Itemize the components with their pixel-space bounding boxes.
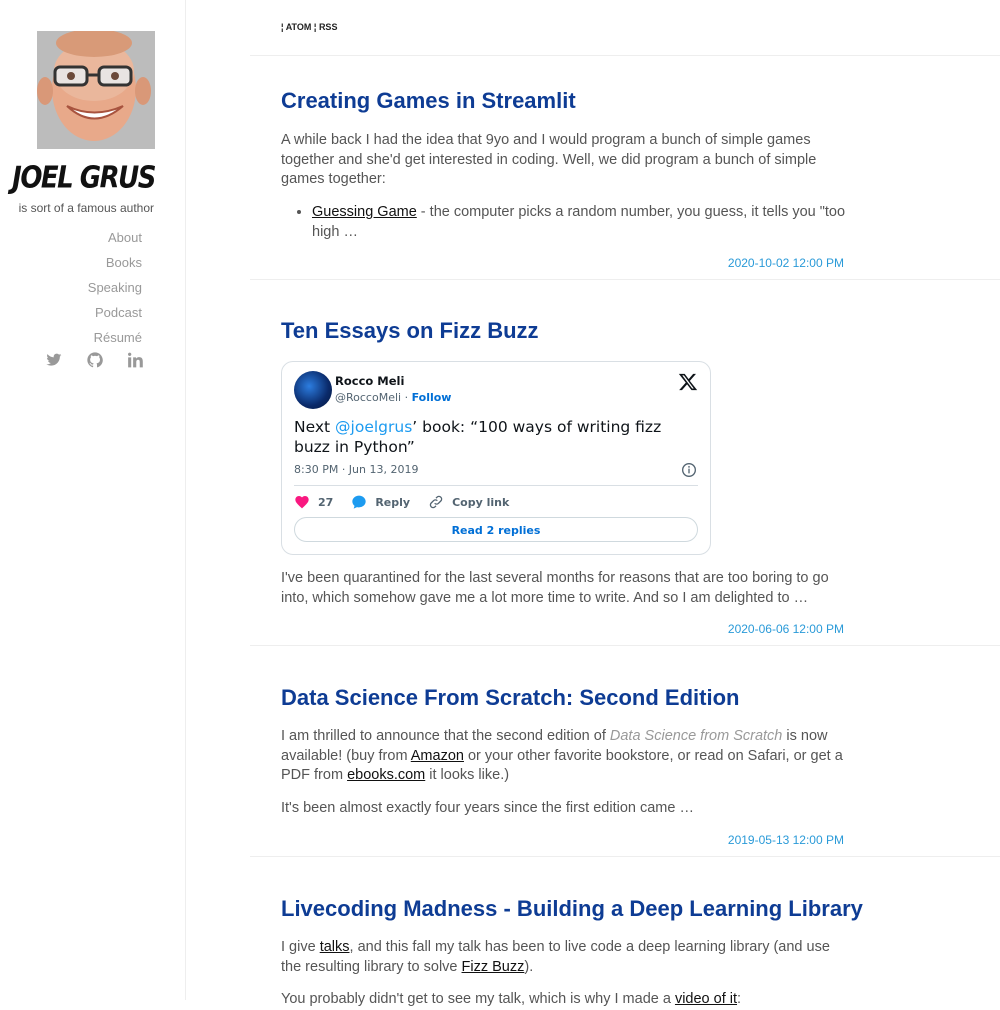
excerpt-text: or your other favorite bookstore, or read on Safari, or get a PDF from xyxy=(281,747,843,783)
divider xyxy=(250,55,1000,56)
excerpt-text: ). xyxy=(524,958,534,975)
guessing-game-link[interactable]: Guessing Game xyxy=(312,204,417,220)
tweet-follow-button[interactable]: Follow xyxy=(411,391,452,404)
nav-books[interactable]: Books xyxy=(105,255,142,270)
tweet-text xyxy=(294,418,694,457)
copy-link-button[interactable] xyxy=(428,494,509,510)
reply-bubble-icon xyxy=(351,494,367,510)
excerpt-text: I am thrilled to announce that the second edition of xyxy=(281,728,610,744)
post-date-3[interactable]: 2019-05-13 12:00 PM xyxy=(727,833,844,847)
ebooks-link[interactable]: ebooks.com xyxy=(347,767,426,783)
divider xyxy=(250,856,1000,857)
excerpt-text: You probably didn't get to see my talk, which is why I made a xyxy=(281,991,675,1007)
author-photo[interactable] xyxy=(37,31,155,149)
like-button[interactable] xyxy=(294,494,333,510)
tweet-author-handle xyxy=(335,391,451,404)
talks-link[interactable]: talks xyxy=(319,939,350,955)
divider xyxy=(250,645,1000,646)
tweet-text-part: ’ book: “100 ways of writing fizz buzz in Python” xyxy=(294,418,662,456)
like-count: 27 xyxy=(318,495,334,509)
tweet-timestamp[interactable]: 8:30 PM · Jun 13, 2019 xyxy=(294,463,419,476)
heart-icon xyxy=(294,494,310,510)
nav-speaking[interactable]: Speaking xyxy=(87,280,142,295)
video-link[interactable]: video of it xyxy=(674,991,738,1007)
excerpt-text: is now available! (buy from xyxy=(281,728,828,764)
copy-link-label: Copy link xyxy=(452,495,510,509)
post-title-3[interactable]: Data Science From Scratch: Second Edition xyxy=(281,685,740,710)
post-excerpt-2: I've been quarantined for the last several months for reasons that are too boring to go into, which somehow gave me a lot more time to write. And so I am delighted to … xyxy=(281,570,829,606)
post-excerpt-4 xyxy=(281,938,846,977)
github-icon[interactable] xyxy=(87,352,103,368)
linkedin-icon[interactable] xyxy=(128,352,144,368)
fizz-buzz-link[interactable]: Fizz Buzz xyxy=(461,958,525,975)
sidebar xyxy=(0,0,186,1000)
twitter-icon[interactable] xyxy=(46,352,62,368)
reply-button[interactable] xyxy=(351,494,410,510)
excerpt-text: , and this fall my talk has been to live code a deep learning library (and use the resulting library to solve xyxy=(281,939,830,975)
site-title[interactable]: JOEL GRUS xyxy=(12,161,155,196)
tweet-dot: · xyxy=(401,391,412,404)
sidebar-nav xyxy=(88,230,142,355)
rss-link[interactable]: RSS xyxy=(318,22,338,32)
info-icon[interactable] xyxy=(681,462,697,478)
list-item-text: - the computer picks a random number, you guess, it tells you "too high … xyxy=(312,204,846,240)
tweet-author-name[interactable]: Rocco Meli xyxy=(335,374,405,388)
social-links xyxy=(46,352,144,368)
tweet-divider xyxy=(294,485,698,486)
amazon-link[interactable]: Amazon xyxy=(410,747,464,764)
x-logo-icon[interactable] xyxy=(678,372,698,392)
tweet-actions xyxy=(294,494,527,510)
reply-label: Reply xyxy=(375,495,411,509)
embedded-tweet[interactable] xyxy=(281,361,711,555)
nav-resume[interactable]: Résumé xyxy=(93,330,142,345)
post-excerpt-3 xyxy=(281,727,846,786)
post-date-1[interactable]: 2020-10-02 12:00 PM xyxy=(727,256,844,270)
feed-separator: ¦ xyxy=(281,22,284,32)
list-item xyxy=(312,203,846,242)
post-title-4[interactable]: Livecoding Madness - Building a Deep Learning Library xyxy=(281,896,863,921)
nav-podcast[interactable]: Podcast xyxy=(95,305,142,320)
post-title-1[interactable]: Creating Games in Streamlit xyxy=(281,88,576,113)
feed-separator: ¦ xyxy=(313,22,317,32)
nav-about[interactable]: About xyxy=(108,230,142,245)
post-excerpt-1: A while back I had the idea that 9yo and I would program a bunch of simple games together and she'd get interested in coding. Well, we did program a bunch of simple games together: xyxy=(281,132,817,187)
tweet-text-part: Next xyxy=(294,418,336,436)
read-replies-button[interactable]: Read 2 replies xyxy=(294,517,698,542)
link-icon xyxy=(428,494,444,510)
tweet-mention-link[interactable]: @joelgrus xyxy=(335,418,413,436)
tweet-avatar[interactable] xyxy=(294,371,332,409)
site-tagline: is sort of a famous author xyxy=(18,201,154,215)
tweet-handle[interactable]: @RoccoMeli xyxy=(335,391,402,404)
book-title: Data Science from Scratch xyxy=(609,728,783,744)
excerpt-text: : xyxy=(737,991,742,1007)
post-list-1 xyxy=(281,203,846,242)
excerpt-text: I give xyxy=(281,939,320,955)
post-title-2[interactable]: Ten Essays on Fizz Buzz xyxy=(281,318,539,343)
feed-links xyxy=(281,22,337,32)
post-date-2[interactable]: 2020-06-06 12:00 PM xyxy=(727,622,844,636)
post-excerpt-3b: It's been almost exactly four years since the first edition came … xyxy=(281,800,694,816)
atom-link[interactable]: ATOM xyxy=(285,22,312,32)
excerpt-text: it looks like.) xyxy=(425,767,510,783)
divider xyxy=(250,279,1000,280)
author-photo-image xyxy=(37,31,155,149)
